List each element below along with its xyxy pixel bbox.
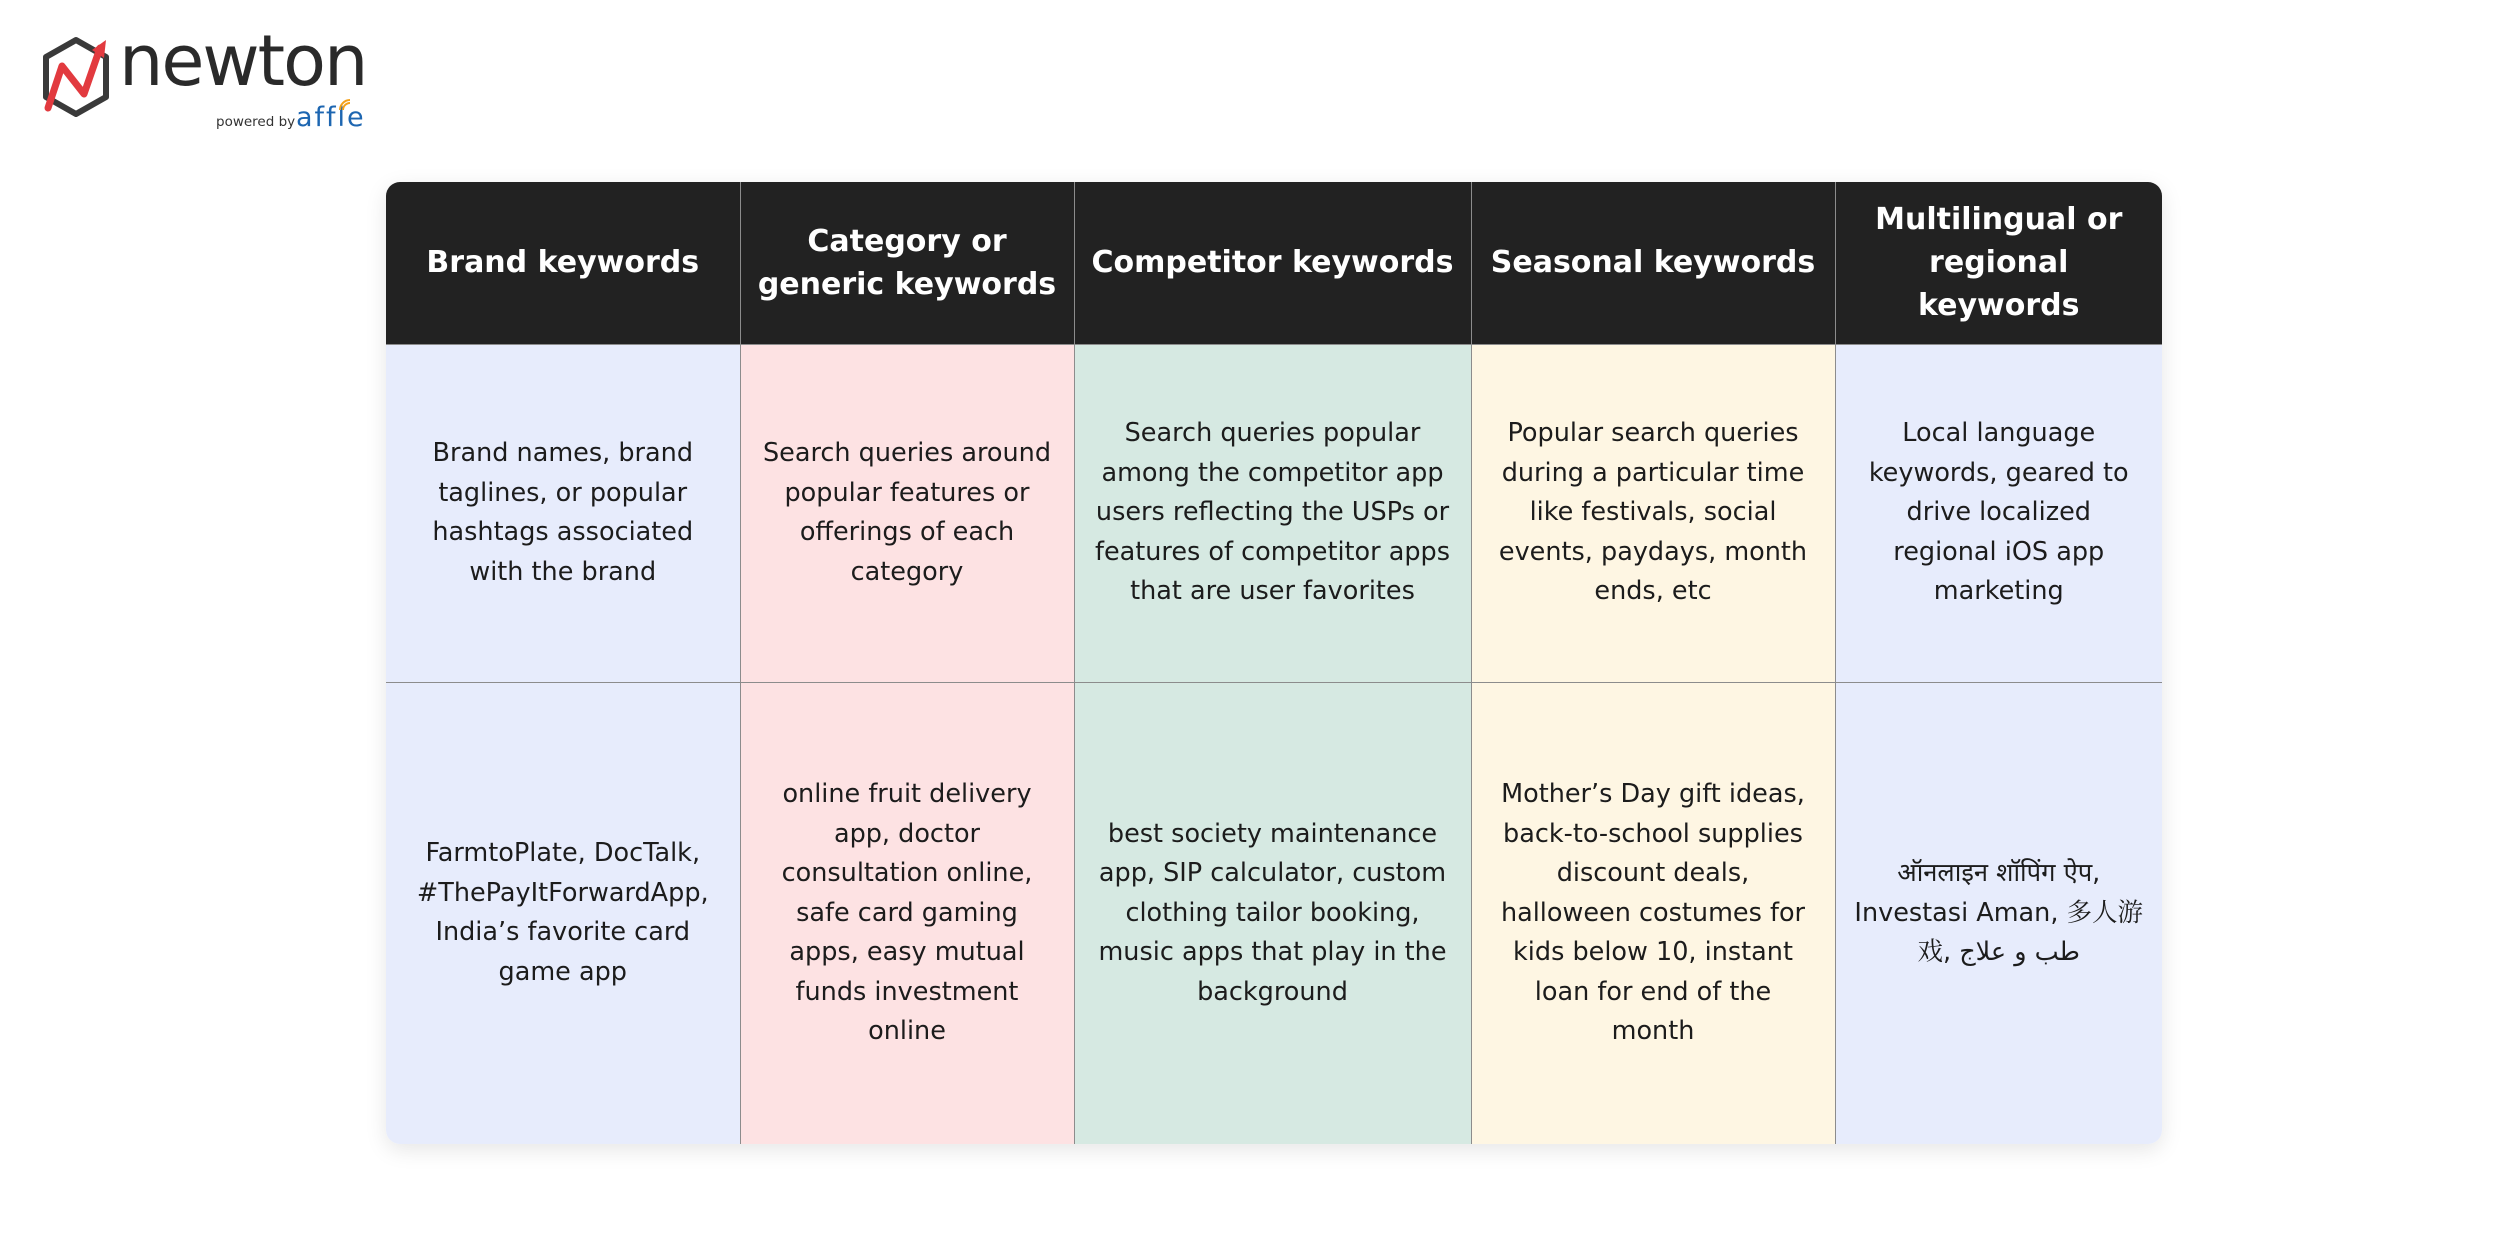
signal-icon: [338, 98, 352, 112]
header-seasonal-keywords: Seasonal keywords: [1471, 182, 1835, 344]
example-category: online fruit delivery app, doctor consultation online, safe card gaming apps, easy mutual funds investment online: [740, 682, 1074, 1144]
definition-category: Search queries around popular features or offerings of each category: [740, 344, 1074, 682]
definition-seasonal: Popular search queries during a particular time like festivals, social events, paydays, month ends, etc: [1471, 344, 1835, 682]
keyword-types-table: [386, 182, 2162, 1144]
header-category-keywords: Category or generic keywords: [740, 182, 1074, 344]
newton-logo: [40, 20, 370, 141]
newton-logo-icon: [40, 36, 112, 120]
definition-brand: Brand names, brand taglines, or popular hashtags associated with the brand: [386, 344, 740, 682]
header-multilingual-keywords: Multilingual or regional keywords: [1835, 182, 2162, 344]
example-competitor: best society maintenance app, SIP calculator, custom clothing tailor booking, music apps that play in the background: [1074, 682, 1471, 1144]
table-header-row: [386, 182, 2162, 344]
table-row-definitions: [386, 344, 2162, 682]
logo-affle: affle: [296, 102, 366, 133]
example-multilingual: ऑनलाइन शॉपिंग ऐप, Investasi Aman, 多人游戏, طب و علاج: [1835, 682, 2162, 1144]
example-brand: FarmtoPlate, DocTalk, #ThePayItForwardApp, India’s favorite card game app: [386, 682, 740, 1144]
definition-competitor: Search queries popular among the competitor app users reflecting the USPs or features of competitor apps that are user favorites: [1074, 344, 1471, 682]
table-row-examples: [386, 682, 2162, 1144]
header-brand-keywords: Brand keywords: [386, 182, 740, 344]
logo-wordmark: newton: [119, 20, 367, 102]
definition-multilingual: Local language keywords, geared to drive localized regional iOS app marketing: [1835, 344, 2162, 682]
header-competitor-keywords: Competitor keywords: [1074, 182, 1471, 344]
logo-powered-by: powered by: [216, 114, 296, 130]
example-seasonal: Mother’s Day gift ideas, back-to-school supplies discount deals, halloween costumes for kids below 10, instant loan for end of the month: [1471, 682, 1835, 1144]
